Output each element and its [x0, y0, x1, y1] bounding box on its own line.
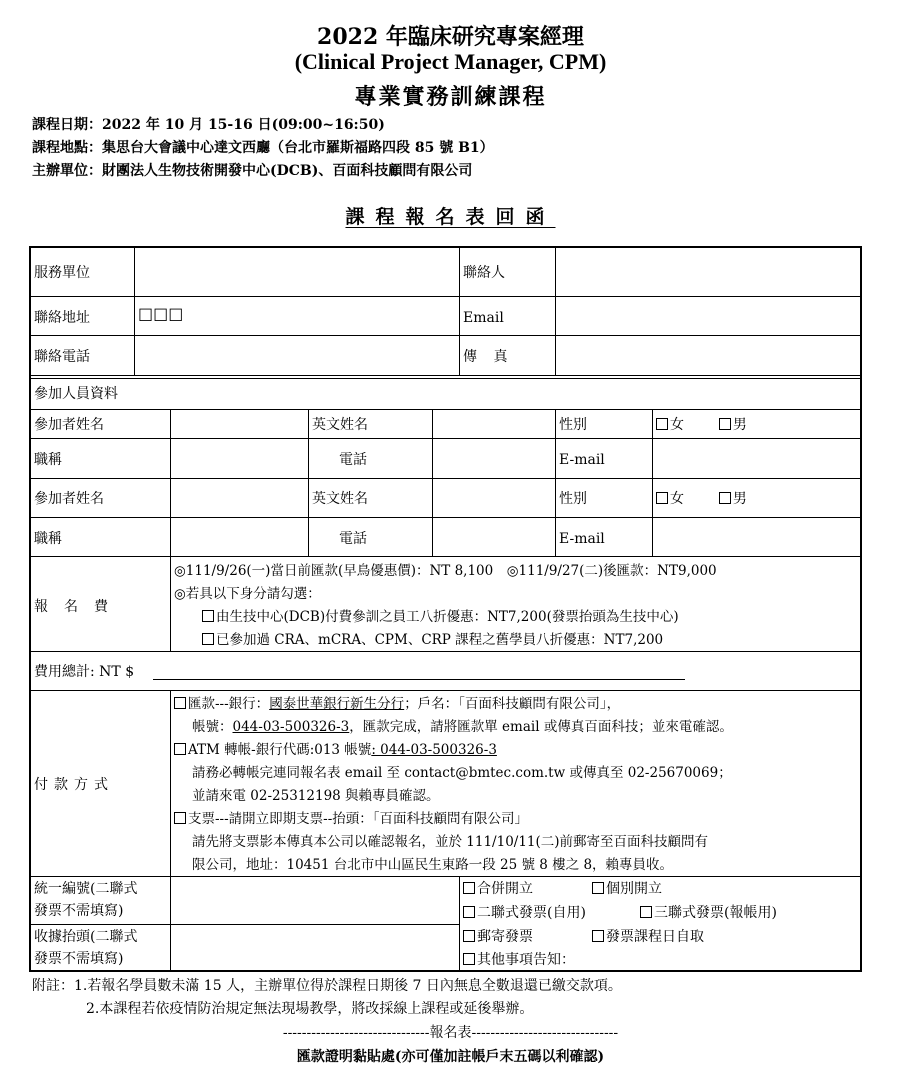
atm-line-1: ATM 轉帳-銀行代碼:013 帳號: 044-03-500326-3 — [174, 741, 497, 759]
fee-option-dcb: 由生技中心(DCB)付費參訓之員工八折優惠：NT7,200(發票抬頭為生技中心) — [202, 608, 679, 626]
col-divider — [652, 409, 653, 556]
check-line-1: 支票---請開立即期支票--抬頭：「百面科技顧問有限公司」 — [174, 810, 528, 828]
english-name-label: 英文姓名 — [312, 491, 368, 507]
other-checkbox[interactable] — [463, 953, 475, 965]
male-checkbox[interactable] — [719, 418, 731, 430]
participant-email-label: E-mail — [559, 531, 605, 547]
note-2: 2.本課程若依疫情防治規定無法現場教學，將改採線上課程或延後舉辦。 — [86, 1001, 534, 1017]
service-unit-label: 服務單位 — [34, 265, 90, 281]
row-divider — [30, 378, 861, 379]
two-part-checkbox[interactable] — [463, 906, 475, 918]
atm-line-2: 請務必轉帳完連同報名表 email 至 contact@bmtec.com.tw 或傳真至 02-25670069； — [192, 765, 732, 781]
tel-label: 電話 — [339, 531, 367, 547]
course-date: 課程日期：2022 年 10 月 15-16 日(09:00~16:50) — [32, 117, 385, 133]
col-divider — [308, 409, 309, 556]
col-divider — [459, 248, 460, 375]
fee-total-label: 費用總計: NT $ — [34, 664, 135, 680]
row-divider — [30, 296, 861, 297]
fee-price-line: ◎111/9/26(一)當日前匯款(早鳥優惠價)：NT 8,100 ◎111/9/27(二)後匯款：NT9,000 — [174, 563, 717, 579]
row-divider — [30, 517, 861, 518]
invoice-opt-two-part: 二聯式發票(自用) — [463, 904, 586, 922]
form-title: 課程報名表回函 — [345, 206, 556, 228]
atm-line-3: 並請來電 02-25312198 與賴專員確認。 — [192, 788, 440, 804]
col-divider — [170, 409, 171, 651]
combined-checkbox[interactable] — [463, 882, 475, 894]
male-checkbox[interactable] — [719, 492, 731, 504]
fee-total-input-line[interactable] — [153, 679, 685, 680]
fee-identity-line: ◎若具以下身分請勾選： — [174, 586, 321, 602]
remittance-paste-area: 匯款證明黏貼處(亦可僅加註帳戶末五碼以利確認) — [296, 1049, 605, 1065]
contact-person-label: 聯絡人 — [463, 265, 505, 281]
postcode-boxes[interactable]: □□□ — [138, 304, 184, 323]
female-checkbox[interactable] — [656, 492, 668, 504]
check-checkbox[interactable] — [174, 812, 186, 824]
title-line-3: 專業實務訓練課程 — [354, 84, 547, 110]
job-title-label: 職稱 — [34, 452, 62, 468]
three-part-checkbox[interactable] — [640, 906, 652, 918]
dcb-discount-checkbox[interactable] — [202, 610, 214, 622]
col-divider — [432, 409, 433, 556]
col-divider — [134, 248, 135, 375]
remit-line-1: 匯款---銀行：國泰世華銀行新生分行；戶名：「百面科技顧問有限公司」， — [174, 695, 620, 713]
pickup-checkbox[interactable] — [592, 930, 604, 942]
row-divider — [30, 409, 861, 410]
row-divider — [30, 438, 861, 439]
alumni-discount-checkbox[interactable] — [202, 633, 214, 645]
title-line-2: (Clinical Project Manager, CPM) — [294, 49, 607, 74]
fee-label: 報名費 — [34, 599, 124, 615]
phone-label: 聯絡電話 — [34, 349, 90, 365]
english-name-label: 英文姓名 — [312, 417, 368, 433]
tax-id-label-1: 統一編號(二聯式 — [34, 881, 138, 897]
tel-label: 電話 — [339, 452, 367, 468]
invoice-opt-combined: 合併開立 — [463, 880, 533, 898]
gender-options: 女 男 — [656, 416, 747, 434]
separate-checkbox[interactable] — [592, 882, 604, 894]
gender-label: 性別 — [559, 417, 587, 433]
row-divider — [30, 690, 861, 691]
remit-checkbox[interactable] — [174, 697, 186, 709]
email-label: Email — [463, 310, 504, 326]
payment-method-label: 付款方式 — [34, 777, 114, 793]
fee-option-alumni: 已參加過 CRA、mCRA、CPM、CRP 課程之舊學員八折優惠：NT7,200 — [202, 631, 663, 649]
note-1: 附註：1.若報名學員數未滿 15 人，主辦單位得於課程日期後 7 日內無息全數退還已繳交款項。 — [32, 978, 622, 994]
col-divider — [459, 876, 460, 971]
invoice-opt-pickup: 發票課程日自取 — [592, 928, 704, 946]
row-divider — [30, 924, 460, 925]
row-divider — [30, 556, 861, 557]
gender-options: 女 男 — [656, 490, 747, 508]
check-line-3: 限公司，地址：10451 台北市中山區民生東路一段 25 號 8 樓之 8，賴專員收。 — [192, 857, 674, 873]
form-divider: -------------------------------報名表------------------------------- — [282, 1025, 619, 1041]
participant-email-label: E-mail — [559, 452, 605, 468]
gender-label: 性別 — [559, 491, 587, 507]
participant-name-label: 參加者姓名 — [34, 417, 104, 433]
receipt-label-1: 收據抬頭(二聯式 — [34, 929, 138, 945]
course-venue: 課程地點：集思台大會議中心達文西廳（台北市羅斯福路四段 85 號 B1） — [32, 140, 494, 156]
col-divider — [170, 690, 171, 971]
invoice-opt-mail: 郵寄發票 — [463, 928, 533, 946]
mail-checkbox[interactable] — [463, 930, 475, 942]
tax-id-label-2: 發票不需填寫) — [34, 903, 124, 919]
atm-checkbox[interactable] — [174, 743, 186, 755]
invoice-opt-three-part: 三聯式發票(報帳用) — [640, 904, 777, 922]
female-checkbox[interactable] — [656, 418, 668, 430]
row-divider — [30, 876, 861, 877]
invoice-opt-other: 其他事項告知： — [463, 951, 575, 969]
invoice-opt-separate: 個別開立 — [592, 880, 662, 898]
participants-section-label: 參加人員資料 — [34, 386, 118, 402]
row-divider — [30, 478, 861, 479]
course-organizer: 主辦單位：財團法人生物技術開發中心(DCB)、百面科技顧問有限公司 — [32, 163, 473, 179]
fax-label: 傳 真 — [463, 349, 514, 365]
address-label: 聯絡地址 — [34, 310, 90, 326]
col-divider — [555, 409, 556, 556]
row-divider — [30, 335, 861, 336]
col-divider — [555, 248, 556, 375]
receipt-label-2: 發票不需填寫) — [34, 951, 124, 967]
job-title-label: 職稱 — [34, 531, 62, 547]
title-line-1: 2022 年臨床研究專案經理 — [317, 24, 584, 50]
check-line-2: 請先將支票影本傳真本公司以確認報名，並於 111/10/11(二)前郵寄至百面科技顧問有 — [192, 834, 709, 850]
participant-name-label: 參加者姓名 — [34, 491, 104, 507]
remit-line-2: 帳號：044-03-500326-3，匯款完成，請將匯款單 email 或傳真百面科技；並來電確認。 — [192, 719, 733, 735]
row-divider — [30, 651, 861, 652]
row-divider — [30, 375, 861, 376]
